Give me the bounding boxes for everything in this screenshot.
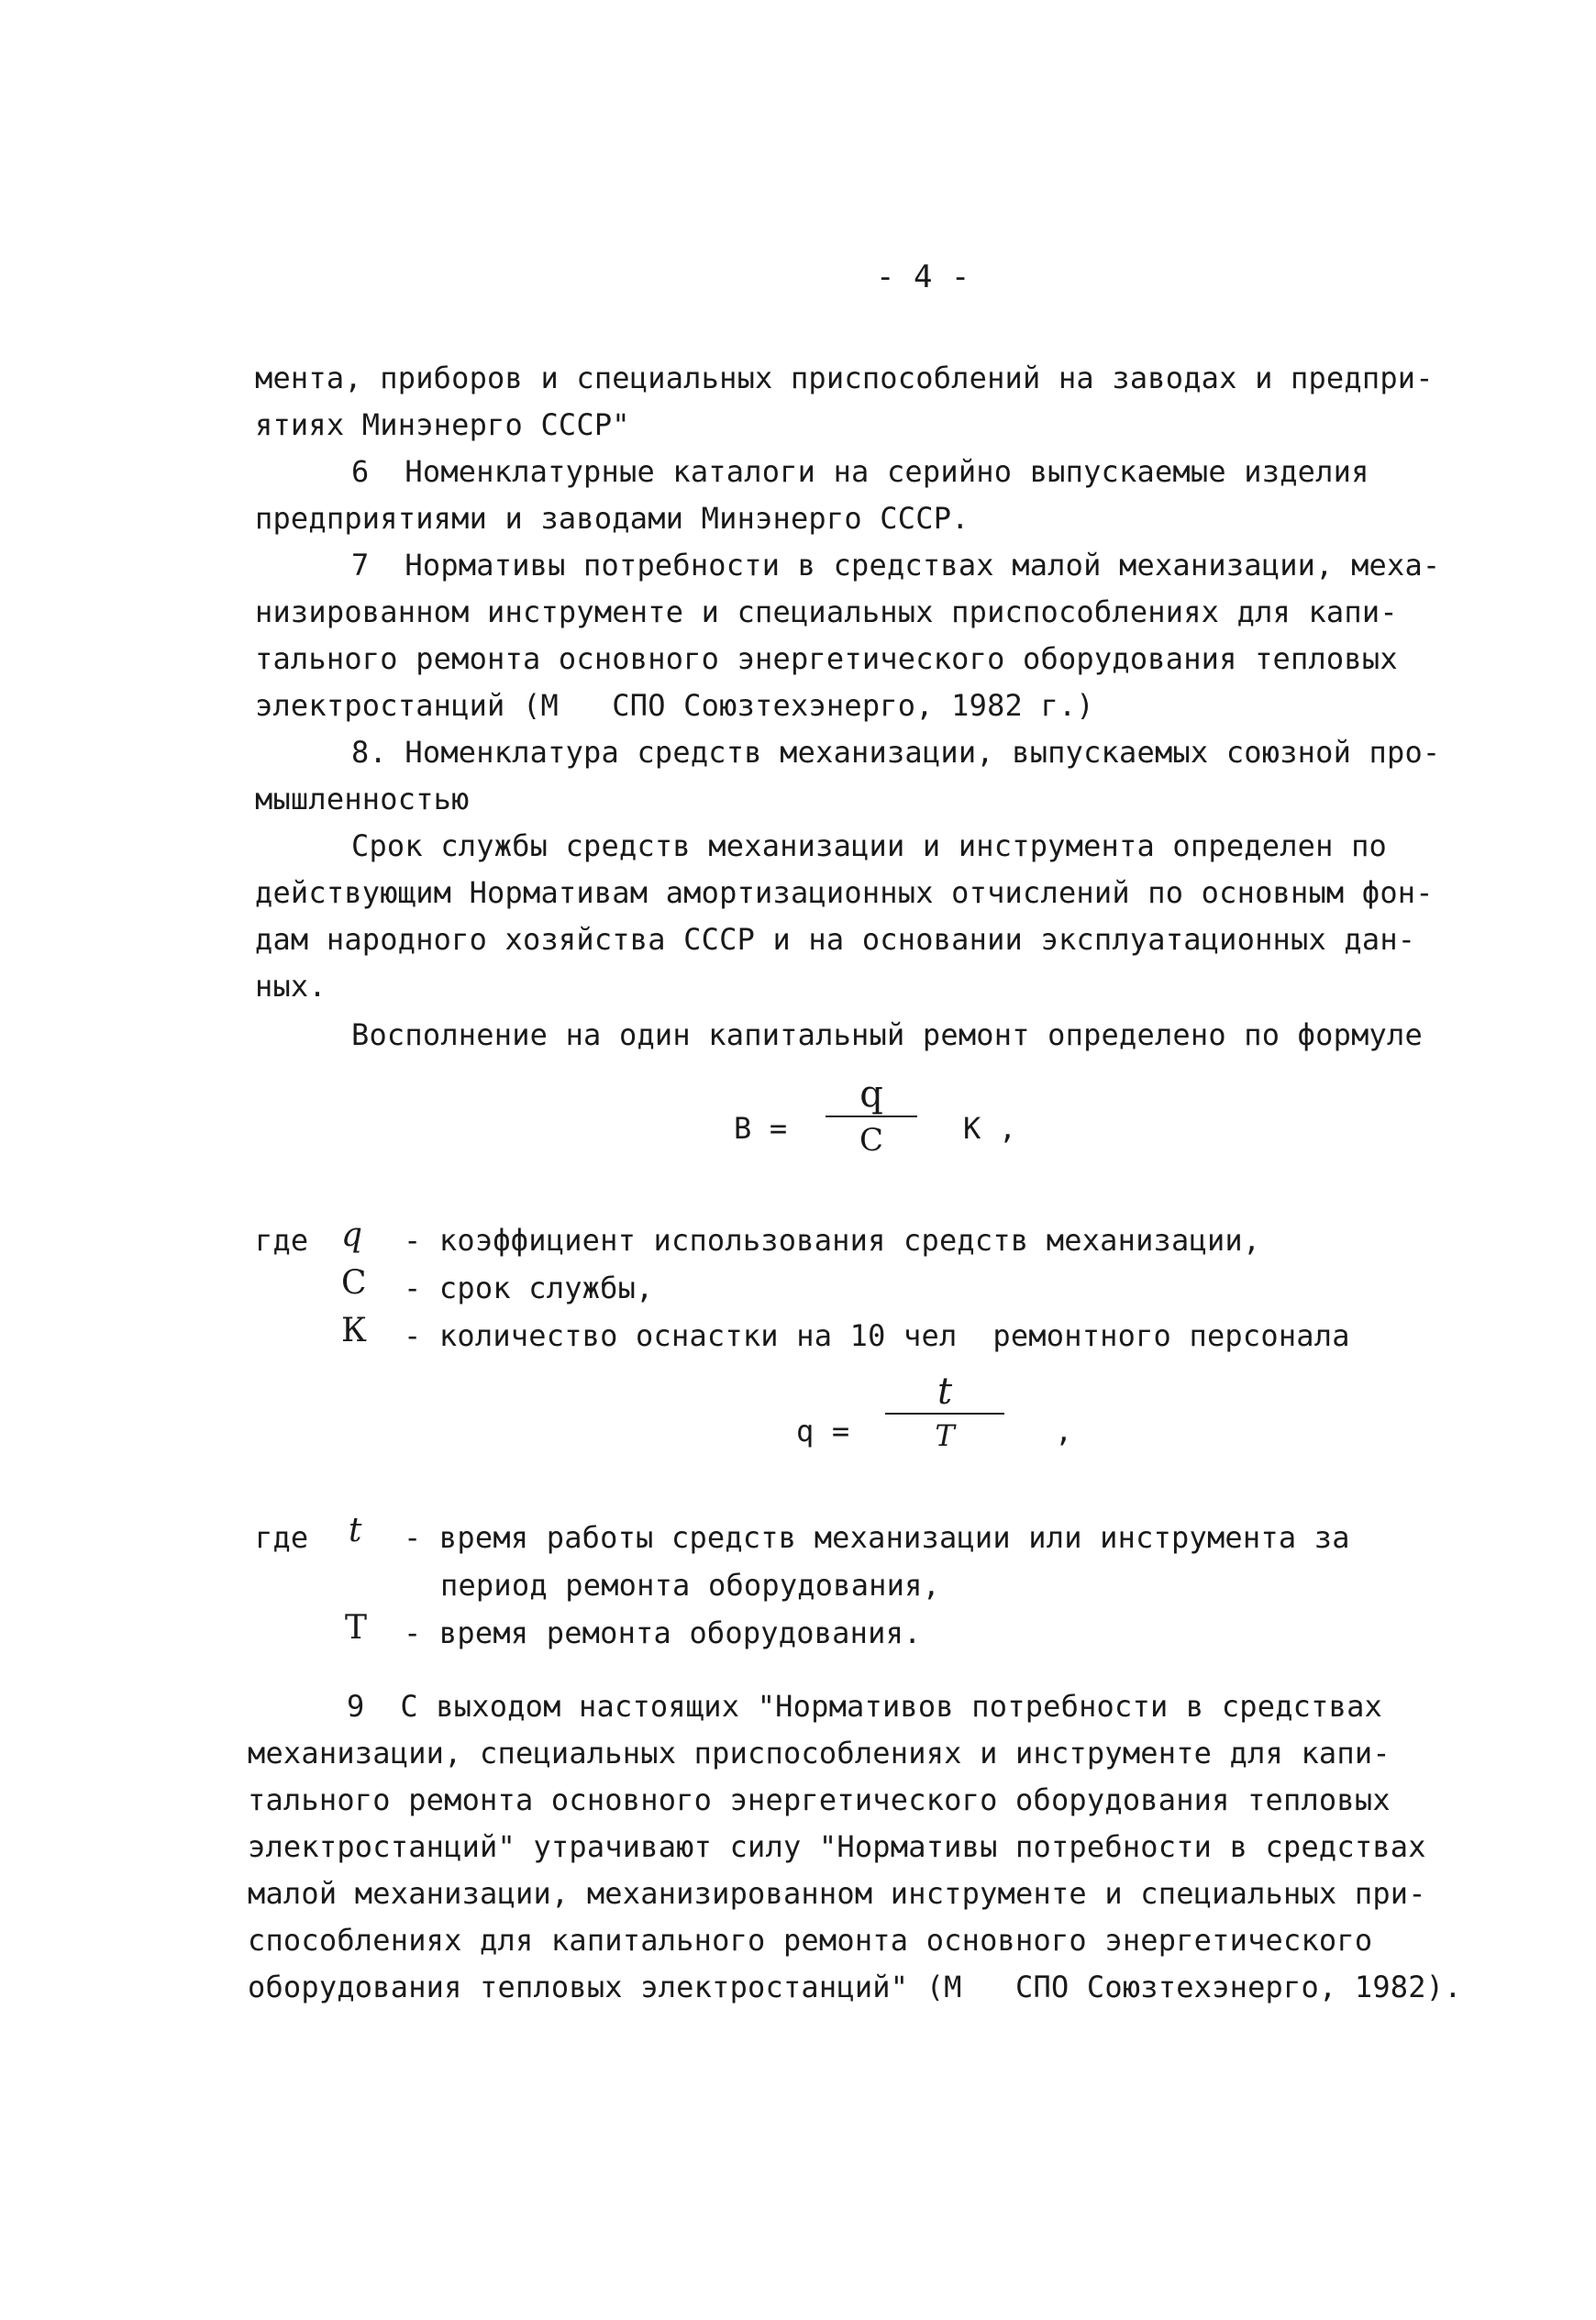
symbol-k: К [341, 1312, 367, 1349]
list-item-8-line: 8. Номенклатура средств механизации, выпускаемых союзной про- [351, 735, 1441, 770]
list-item-9-line: малой механизации, механизированном инструменте и специальных при- [248, 1876, 1426, 1911]
list-item-7-line: тального ремонта основного энергетического оборудования тепловых [255, 641, 1398, 676]
formula2-fraction [885, 1371, 1004, 1457]
text-line: ных. [255, 969, 327, 1004]
formula2-numerator: t [937, 1371, 953, 1413]
formula2-denominator: T [935, 1418, 955, 1453]
list-item-9-line: оборудования тепловых электростанций" (М СПО Союзтехэнерго, 1982). [248, 1970, 1462, 2004]
symbol-t: t [349, 1512, 362, 1549]
definition-line: - время работы средств механизации или инструмента за [404, 1520, 1350, 1555]
list-item-7-line: 7 Нормативы потребности в средствах малой механизации, меха- [351, 548, 1441, 583]
symbol-q: q [341, 1216, 363, 1254]
definition-line: - время ремонта оборудования. [404, 1615, 922, 1650]
formula1-rhs: К , [963, 1111, 1017, 1146]
formula1-numerator: q [859, 1073, 883, 1116]
text-line: действующим Нормативам амортизационных отчислений по основным фон- [255, 875, 1434, 910]
list-item-9-line: 9 С выходом настоящих "Нормативов потребности в средствах [347, 1689, 1383, 1724]
text-line: мента, приборов и специальных приспособлений на заводах и предпри- [255, 361, 1434, 395]
formula2-rhs: , [1055, 1414, 1073, 1449]
text-line: ятиях Минэнерго СССР" [255, 407, 630, 442]
definition-line: - срок службы, [404, 1271, 654, 1305]
formula2-lhs: q = [796, 1414, 850, 1449]
where-label: где [255, 1223, 309, 1258]
definition-line: - коэффициент использования средств механизации, [404, 1223, 1261, 1258]
list-item-9-line: тального ремонта основного энергетического оборудования тепловых [248, 1782, 1391, 1817]
page-number: - 4 - [876, 259, 970, 295]
formula1-fraction [826, 1073, 917, 1163]
symbol-T: Т [345, 1609, 368, 1647]
symbol-c: С [341, 1264, 367, 1302]
list-item-6-line: 6 Номенклатурные каталоги на серийно выпускаемые изделия [351, 454, 1369, 489]
list-item-7-line: низированном инструменте и специальных приспособлениях для капи- [255, 594, 1398, 629]
list-item-9-line: механизации, специальных приспособлениях и инструменте для капи- [248, 1736, 1391, 1771]
list-item-9-line: электростанций" утрачивают силу "Нормативы потребности в средствах [248, 1829, 1426, 1864]
formula-intro: Восполнение на один капитальный ремонт определено по формуле [351, 1017, 1423, 1052]
list-item-8-line: мышленностью [255, 782, 470, 816]
where-label: где [255, 1520, 309, 1555]
list-item-7-line: электростанций (М СПО Союзтехэнерго, 1982 г.) [255, 688, 1094, 723]
formula1-denominator: С [859, 1122, 883, 1159]
definition-line: период ремонта оборудования, [440, 1568, 941, 1603]
list-item-9-line: способлениях для капитального ремонта основного энергетического [248, 1923, 1373, 1958]
formula1-lhs: В = [734, 1111, 788, 1146]
definition-line: - количество оснастки на 10 чел ремонтного персонала [404, 1318, 1350, 1353]
text-line: дам народного хозяйства СССР и на основании эксплуатационных дан- [255, 922, 1416, 957]
list-item-6-line: предприятиями и заводами Минэнерго СССР. [255, 501, 970, 536]
text-line: Срок службы средств механизации и инструмента определен по [351, 828, 1388, 863]
